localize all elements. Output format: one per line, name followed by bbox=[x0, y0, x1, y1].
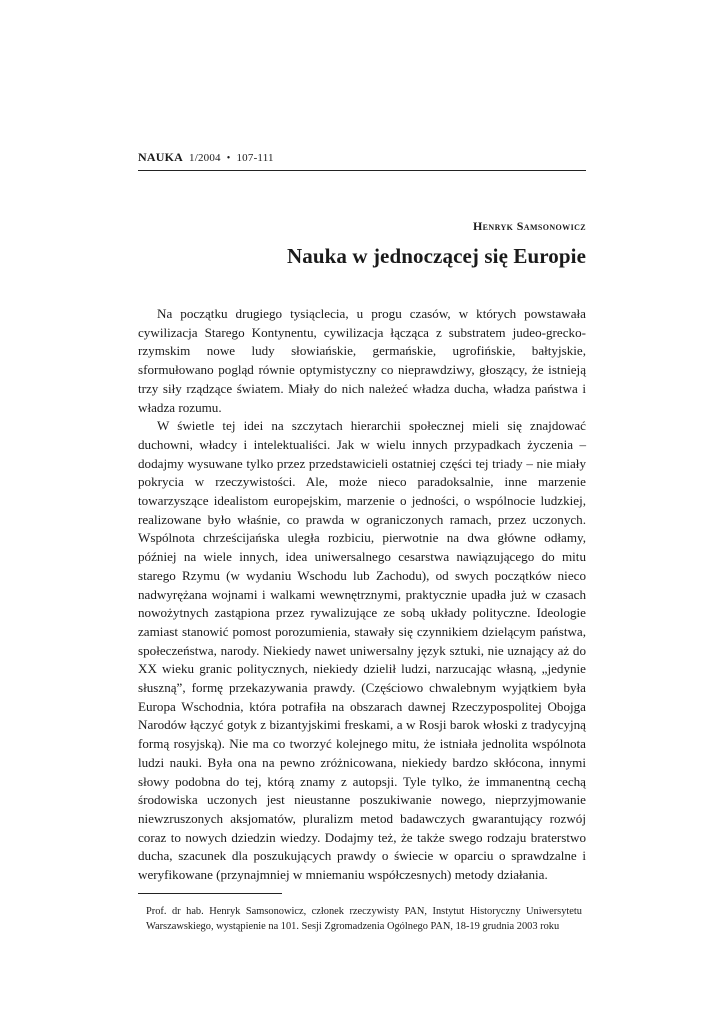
running-head bbox=[138, 150, 586, 171]
paragraph: Na początku drugiego tysiąclecia, u progu czasów, w których powstawała cywilizacja Starego Kontynentu, cywilizacja łącząca z substratem judeo-grecko-rzymskim nowe ludy słowiańskie, germańskie, ugrofińskie, bałtyjskie, sformułowano pogląd równie optymistyczny co nieprawdziwy, głoszący, że istnieją trzy siły rządzące światem. Miały do nich należeć władza ducha, władza państwa i władza rozumu. bbox=[138, 306, 586, 415]
paragraph: W świetle tej idei na szczytach hierarchii społecznej mieli się znajdować duchowni, władcy i intelektualiści. Jak w wielu innych przypadkach życzenia – dodajmy wysuwane tylko przez przedstawicieli ostatniej części tej triady – nie miały pokrycia w rzeczywistości. Ale, może nieco paradoksalnie, inne marzenie towarzyszące idealistom europejskim, marzenie o jedności, o wspólnocie ludzkiej, realizowane było właśnie, co prawda w ograniczonych ramach, przez uczonych. Wspólnota chrześcijańska uległa rozbiciu, pierwotnie na dwa główne odłamy, później na wiele innych, idea uniwersalnego cesarstwa nawiązującego do mitu starego Rzymu (w wydaniu Wschodu lub Zachodu), od swych początków nieco nadwyrężana wojnami i walkami wewnętrznymi, praktycznie upadła już w czasach nowożytnych zastąpiona przez rywalizujące ze sobą układy polityczne. Ideologie zamiast stanowić pomost porozumienia, stawały się czynnikiem dzielącym państwa, społeczeństwa, narody. Niekiedy nawet uniwersalny język sztuki, nie uznający aż do XX wieku granic politycznych, niekiedy dzielił ludzi, narzucając własną, „jedynie słuszną”, formę przekazywania prawdy. (Częściowo chwalebnym wyjątkiem była Europa Wschodnia, która potrafiła na obszarach dawnej Rzeczypospolitej Obojga Narodów łączyć gotyk z bizantyjskimi freskami, a w Rosji barok włoski z tradycyjną formą rosyjską). Nie ma co tworzyć kolejnego mitu, że istniała jednolita wspólnota ludzi nauki. Była ona na pewno zróżnicowana, niekiedy bardzo skłócona, innymi słowy podobna do tej, którą znamy z autopsji. Tyle tylko, że immanentną cechą środowiska uczonych jest nieustanne poszukiwanie nowego, nieprzyjmowanie niewzruszonych aksjomatów, pluralizm metod badawczych gwarantujący rozwój coraz to nowych dziedzin wiedzy. Dodajmy też, że także swego rodzaju braterstwo ducha, szacunek dla poszukujących prawdy o świecie w oparciu o sprawdzalne i weryfikowane (przynajmniej w mniemaniu współczesnych) metody działania. bbox=[138, 418, 586, 883]
article-author: Henryk Samsonowicz bbox=[472, 219, 586, 233]
journal-issue: 1/2004 bbox=[189, 152, 221, 164]
article-body bbox=[138, 305, 586, 885]
header-separator: • bbox=[226, 153, 231, 164]
page bbox=[138, 150, 586, 934]
journal-name: NAUKA bbox=[138, 150, 183, 164]
page-range: 107-111 bbox=[236, 152, 274, 164]
article-title: Nauka w jednoczącej się Europie bbox=[286, 244, 586, 268]
footnote: Prof. dr hab. Henryk Samsonowicz, członek rzeczywisty PAN, Instytut Historyczny Uniwersytetu Warszawskiego, wystąpienie na 101. Sesji Zgromadzenia Ogólnego PAN, 18-19 grudnia 2003 roku bbox=[146, 905, 582, 933]
footnote-divider bbox=[138, 893, 282, 894]
